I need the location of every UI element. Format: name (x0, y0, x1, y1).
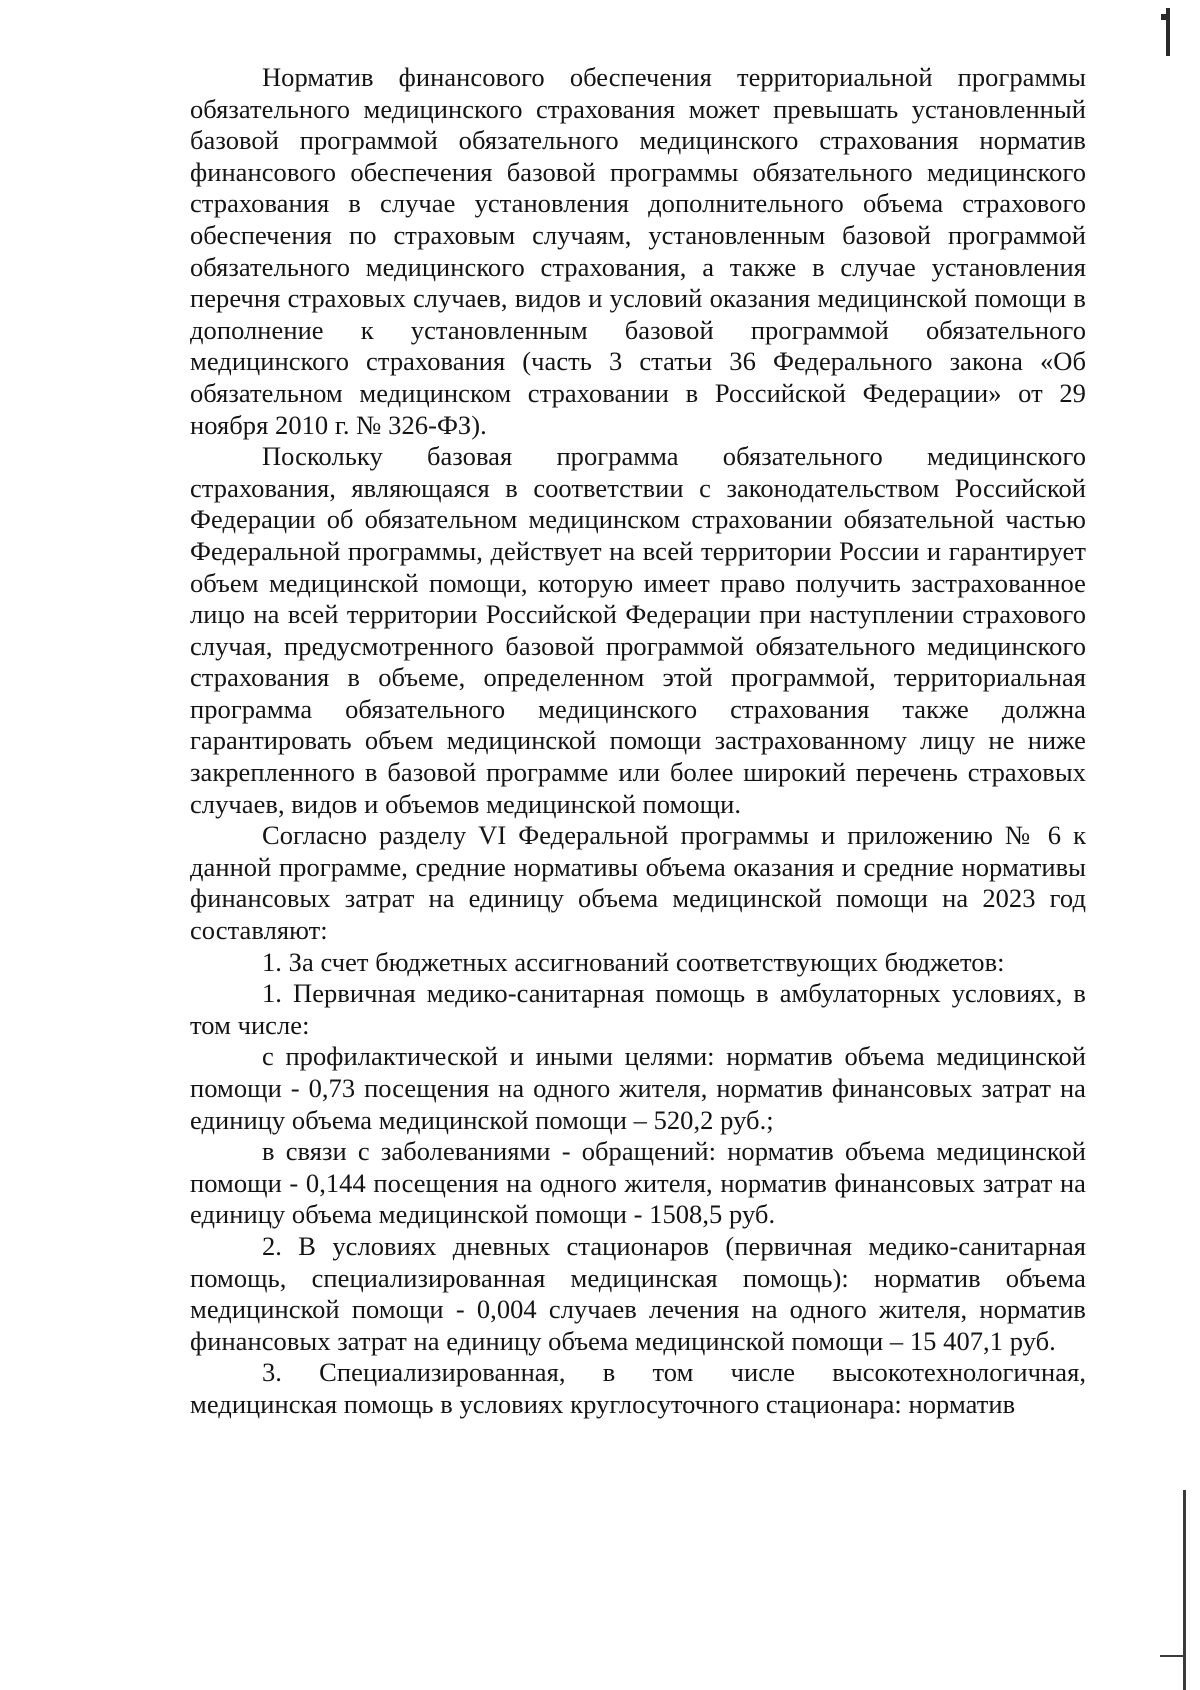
subitem-preventive: с профилактической и иными целями: норматив объема медицинской помощи - 0,73 посещения на одного жителя, норматив финансовых затрат на единицу объема медицинской помощи – 520,2 руб.; (190, 1041, 1086, 1135)
paragraph-base-program: Поскольку базовая программа обязательного медицинского страхования, являющаяся в соответствии с законодательством Российской Федерации об обязательном медицинском страховании обязательной частью Федеральной программы, действует на всей территории России и гарантирует объем медицинской помощи, которую имеет право получить застрахованное лицо на всей территории Российской Федерации при наступлении страхового случая, предусмотренного базовой программой обязательного медицинского страхования в объеме, определенном этой программой, территориальная программа обязательного медицинского страхования также должна гарантировать объем медицинской помощи застрахованному лицу не ниже закрепленного в базовой программе или более широкий перечень страховых случаев, видов и объемов медицинской помощи. (190, 441, 1086, 819)
paragraph-federal-norms: Согласно разделу VI Федеральной программы и приложению № 6 к данной программе, средние нормативы объема оказания и средние нормативы финансовых затрат на единицу объема медицинской помощи на 2023 год составляют: (190, 820, 1086, 946)
paragraph-territorial-program: Норматив финансового обеспечения территориальной программы обязательного медицинского страхования может превышать установленный базовой программой обязательного медицинского страхования норматив финансового обеспечения базовой программы обязательного медицинского страхования в случае установления дополнительного объема страхового обеспечения по страховым случаям, установленным базовой программой обязательного медицинского страхования, а также в случае установления перечня страховых случаев, видов и условий оказания медицинской помощи в дополнение к установленным базовой программой обязательного медицинского страхования (часть 3 статьи 36 Федерального закона «Об обязательном медицинском страховании в Российской Федерации» от 29 ноября 2010 г. № 326-ФЗ). (190, 62, 1086, 440)
subitem-disease: в связи с заболеваниями - обращений: норматив объема медицинской помощи - 0,144 посещения на одного жителя, норматив финансовых затрат на единицу объема медицинской помощи - 1508,5 руб. (190, 1136, 1086, 1230)
item-primary-care: 1. Первичная медико-санитарная помощь в амбулаторных условиях, в том числе: (190, 978, 1086, 1040)
item-specialized-care: 3. Специализированная, в том числе высокотехнологичная, медицинская помощь в условиях круглосуточного стационара: норматив (190, 1357, 1086, 1419)
scan-artifact-tick (1161, 14, 1167, 20)
document-body (190, 62, 1086, 1421)
scan-edge-right (1183, 1490, 1186, 1690)
scan-edge-bottom (1160, 1655, 1186, 1657)
item-day-hospital: 2. В условиях дневных стационаров (первичная медико-санитарная помощь, специализированная медицинская помощь): норматив объема медицинской помощи - 0,004 случаев лечения на одного жителя, норматив финансовых затрат на единицу объема медицинской помощи – 15 407,1 руб. (190, 1230, 1086, 1356)
item-budget-allocations: 1. За счет бюджетных ассигнований соответствующих бюджетов: (262, 946, 1005, 977)
